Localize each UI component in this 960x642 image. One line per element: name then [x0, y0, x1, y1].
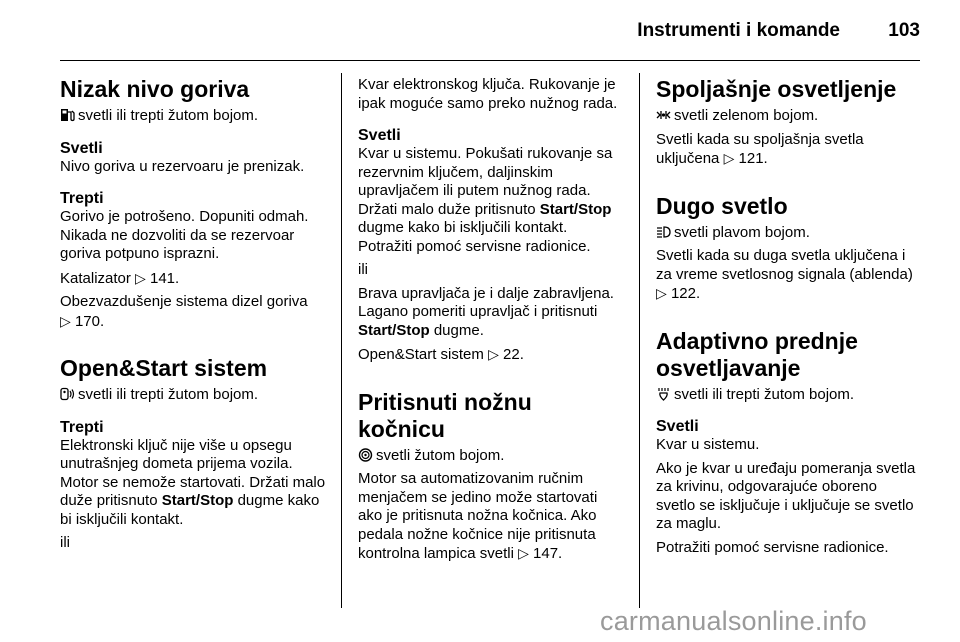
os-status: [60, 386, 328, 405]
os-ref: [358, 345, 624, 365]
c3-svetli-text: Kvar u sistemu.: [656, 436, 760, 453]
key-fault-text: Kvar elektronskog ključa. Rukovanje je ipak moguće samo preko nužnog rada.: [358, 76, 618, 112]
ref-arrow-icon: ▷: [723, 150, 735, 166]
brake-text: [358, 470, 624, 564]
subheading-c3-svetli: Svetli: [656, 418, 699, 435]
catalyst-ref: [60, 269, 328, 289]
start-stop-label: Start/Stop: [539, 200, 612, 218]
key-signal-icon: [60, 387, 75, 401]
brake-body: Motor sa automatizovanim ručnim menjačem se jedino može startovati ako je pritisnuta nožna kočnica. Ako pedala nožne kočnice nije pritisnuta kontrolna lampica svetli: [358, 470, 598, 562]
afl-status: [656, 386, 920, 405]
start-stop-label: Start/Stop: [358, 321, 430, 339]
bleed-page[interactable]: 170.: [74, 312, 105, 330]
heading-high-beam: Dugo svetlo: [656, 192, 788, 219]
bleed-text: Obezvazdušenje sistema dizel goriva: [60, 293, 308, 310]
ext-body: Svetli kada su spoljašnja svetla uključena: [656, 130, 864, 167]
subheading-svetli: Svetli: [60, 139, 103, 157]
ili-text: ili: [60, 534, 70, 551]
catalyst-text: Katalizator: [60, 269, 131, 287]
brake-status-text: svetli žutom bojom.: [376, 446, 505, 464]
fuel-status: [60, 107, 328, 126]
afl-text: Ako je kvar u uređaju pomeranja svetla za krivinu, odgovarajuće oboreno svetlo se isključuje i uključuje se svetlo za maglu.: [656, 459, 916, 532]
column-divider: [341, 73, 342, 608]
page-number: 103: [888, 20, 920, 41]
ref-arrow-icon: ▷: [656, 285, 667, 301]
adaptive-light-icon: [656, 387, 671, 401]
heading-exterior-light: Spoljašnje osvetljenje: [656, 76, 897, 102]
os-trepti-text: [60, 437, 328, 530]
side-light-icon: [656, 108, 671, 122]
header-title: Instrumenti i komande: [637, 20, 840, 41]
os-trepti-text-1: Elektronski ključ nije više u opsegu unutrašnjeg dometa prijema vozila. Motor se nemože startovati. Držati malo duže pritisnuto: [60, 436, 326, 509]
lock-text-1: Brava upravljača je i dalje zabravljena. Lagano pomeriti upravljač i pritisnuti: [358, 284, 614, 320]
column-3: [656, 76, 920, 562]
high-text: [656, 247, 920, 304]
c2-svetli-text-1: Kvar u sistemu. Pokušati rukovanje sa rezervnim ključem, daljinskim upravljačem ili putem nužnog rada. Držati malo duže pritisnuto: [358, 145, 613, 218]
brake-page[interactable]: 147.: [533, 545, 563, 562]
subheading-os-trepti: Trepti: [60, 418, 104, 436]
ref-arrow-icon: ▷: [488, 346, 499, 362]
ref-arrow-icon: ▷: [135, 269, 146, 286]
os-ref-page[interactable]: 22.: [503, 346, 524, 363]
high-status-text: svetli plavom bojom.: [674, 223, 810, 241]
ext-page[interactable]: 121.: [738, 150, 768, 167]
brake-status: [358, 447, 624, 466]
ext-status-text: svetli zelenom bojom.: [674, 107, 819, 124]
heading-afl-2: osvetljavanje: [656, 354, 801, 381]
watermark: carmanualsonline.info: [600, 606, 867, 636]
os-trepti-text-2: dugme kako bi isključili kontakt.: [60, 492, 320, 528]
trepti-text: Gorivo je potrošeno. Dopuniti odmah. Nikada ne dozvoliti da se rezervoar goriva potpuno isprazni.: [60, 208, 309, 262]
fuel-status-text: svetli ili trepti žutom bojom.: [78, 107, 259, 124]
ref-arrow-icon: ▷: [518, 545, 529, 561]
column-1: [60, 76, 328, 558]
afl-status-text: svetli ili trepti žutom bojom.: [674, 385, 855, 403]
os-ref-text: Open&Start sistem: [358, 346, 484, 363]
lock-text: [358, 285, 624, 341]
svetli-text: Nivo goriva u rezervoaru je prenizak.: [60, 157, 305, 175]
heading-afl-1: Adaptivno prednje: [656, 327, 858, 354]
fuel-pump-icon: [60, 108, 75, 122]
brake-pedal-icon: [358, 448, 373, 462]
c2-svetli-text-2: dugme kako bi isključili kontakt. Potražiti pomoć servisne radionice.: [358, 219, 591, 255]
page-header: [60, 0, 920, 61]
os-status-text: svetli ili trepti žutom bojom.: [78, 386, 259, 403]
heading-brake: Pritisnuti nožnu kočnicu: [358, 388, 532, 442]
start-stop-label: Start/Stop: [161, 492, 234, 509]
high-beam-icon: [656, 225, 671, 239]
ext-text: [656, 131, 920, 169]
bleed-ref: [60, 293, 328, 331]
heading-open-start: Open&Start sistem: [60, 355, 268, 381]
subheading-trepti: Trepti: [60, 190, 104, 207]
ref-arrow-icon: ▷: [60, 312, 71, 329]
subheading-c2-svetli: Svetli: [358, 127, 401, 144]
high-page[interactable]: 122.: [670, 285, 701, 302]
afl-text-2: Potražiti pomoć servisne radionice.: [656, 538, 889, 556]
c2-svetli-text: [358, 145, 624, 256]
heading-fuel: Nizak nivo goriva: [60, 76, 250, 102]
ext-status: [656, 107, 920, 126]
c2-ili-text: ili: [358, 261, 368, 278]
catalyst-page[interactable]: 141.: [150, 269, 180, 287]
column-divider: [639, 73, 640, 608]
high-status: [656, 224, 920, 243]
high-body: Svetli kada su duga svetla uključena i za vreme svetlosnog signala (ablenda): [656, 247, 913, 283]
lock-text-2: dugme.: [429, 321, 484, 339]
column-2: [358, 76, 624, 569]
